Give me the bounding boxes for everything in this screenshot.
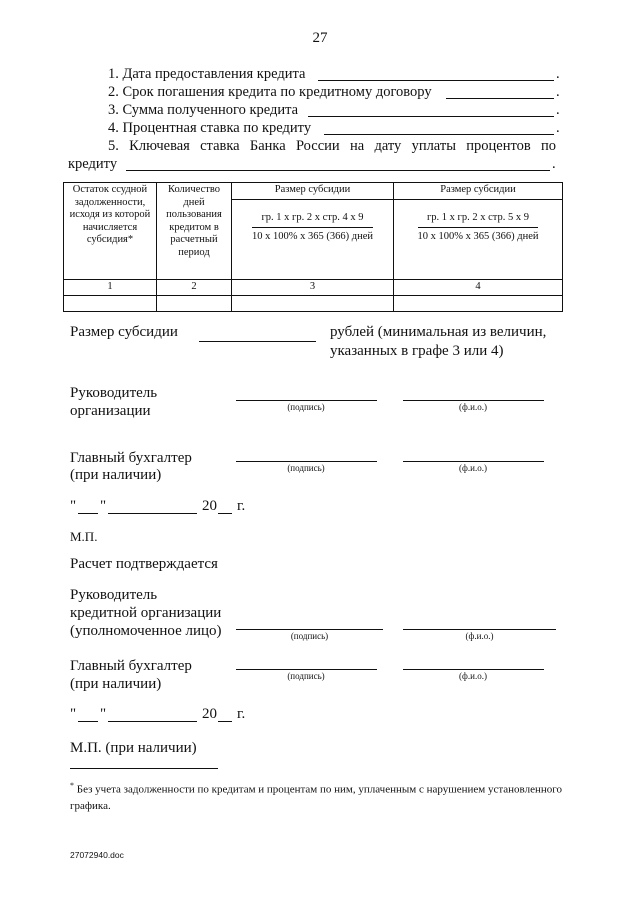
formula-col4: $\frac{\text{гр. 1 х гр. 2 х стр. 5 х 9}}{\text{10 х 100\% х 365 (366) дней}}$	[417, 211, 539, 243]
bank-date-suffix: г.	[237, 706, 246, 722]
table-cell[interactable]	[232, 295, 394, 311]
item-credit-date: 1. Дата предоставления кредита	[108, 66, 306, 82]
subsidy-text-line1: рублей (минимальная из величин,	[330, 324, 547, 340]
name-caption: (ф.и.о.)	[459, 671, 487, 681]
footnote	[70, 778, 570, 814]
item-repayment-term: 2. Срок погашения кредита по кредитному договору	[108, 84, 432, 100]
col-number: 4	[394, 280, 563, 296]
bank-accountant-label: Главный бухгалтер	[70, 658, 192, 674]
header-subsidy-4: Размер субсидии $\frac{\text{гр. 1 х гр. 2 х стр. 5 х 9}}{\text{10 х 100\% х 365 (366) дней}}$	[394, 183, 563, 280]
org-accountant-signature-field[interactable]	[236, 461, 377, 462]
bank-head-label-3: (уполномоченное лицо)	[70, 623, 222, 639]
formula-col3: $\frac{\text{гр. 1 х гр. 2 х стр. 4 х 9}}{\text{10 х 100\% х 365 (366) дней}}$	[252, 211, 373, 243]
header-days: Количество дней пользования кредитом в расчетный период	[157, 183, 232, 280]
org-date-day-field[interactable]	[78, 513, 98, 514]
org-accountant-label-2: (при наличии)	[70, 467, 162, 483]
signature-caption: (подпись)	[287, 463, 325, 473]
signature-caption: (подпись)	[287, 402, 325, 412]
org-head-label: Руководитель	[70, 385, 158, 401]
org-head-signature-field[interactable]	[236, 400, 377, 401]
subsidy-text-line2: указанных в графе 3 или 4)	[330, 343, 504, 359]
org-date-quote-close: "	[100, 498, 107, 514]
header-subsidy-3: Размер субсидии $\frac{\text{гр. 1 х гр. 2 х стр. 4 х 9}}{\text{10 х 100\% х 365 (366) дней}}$	[232, 183, 394, 280]
org-accountant-label: Главный бухгалтер	[70, 450, 192, 466]
bank-date-month-field[interactable]	[108, 721, 197, 722]
credit-date-field[interactable]	[318, 80, 554, 81]
bank-head-label: Руководитель	[70, 587, 158, 603]
bank-accountant-signature-field[interactable]	[236, 669, 377, 670]
header-balance: Остаток ссудной задолженности, исходя из которой начисляется субсидия*	[64, 183, 157, 280]
footnote-mark: *	[70, 781, 74, 790]
name-caption: (ф.и.о.)	[465, 631, 494, 641]
org-date-year-prefix: 20	[202, 498, 217, 514]
subsidy-table	[63, 182, 563, 312]
bank-accountant-label-2: (при наличии)	[70, 676, 162, 692]
org-head-label-2: организации	[70, 403, 151, 419]
col-number: 1	[64, 280, 157, 296]
table-cell[interactable]	[64, 295, 157, 311]
signature-caption: (подпись)	[287, 671, 325, 681]
interest-rate-field[interactable]	[324, 134, 554, 135]
org-date-suffix: г.	[237, 498, 246, 514]
org-accountant-name-field[interactable]	[403, 461, 544, 462]
footnote-divider	[70, 768, 218, 769]
org-date-year-field[interactable]	[218, 513, 232, 514]
bank-confirm-text: Расчет подтверждается	[70, 556, 218, 572]
org-stamp: М.П.	[70, 529, 98, 544]
bank-date-quote-open: "	[70, 706, 77, 722]
name-caption: (ф.и.о.)	[459, 402, 487, 412]
bank-date-quote-close: "	[100, 706, 107, 722]
bank-accountant-name-field[interactable]	[403, 669, 544, 670]
name-caption: (ф.и.о.)	[459, 463, 487, 473]
item-key-rate: 5. Ключевая ставка Банка России на дату уплаты процентов по	[108, 138, 556, 154]
bank-head-name-field[interactable]	[403, 629, 556, 630]
bank-date-year-prefix: 20	[202, 706, 217, 722]
org-head-name-field[interactable]	[403, 400, 544, 401]
repayment-term-field[interactable]	[446, 98, 554, 99]
col-number: 2	[157, 280, 232, 296]
bank-head-label-2: кредитной организации	[70, 605, 222, 621]
subsidy-amount-field[interactable]	[199, 341, 316, 342]
page-number: 27	[312, 30, 328, 46]
bank-stamp: М.П. (при наличии)	[70, 740, 197, 756]
org-date-month-field[interactable]	[108, 513, 197, 514]
org-date-quote-open: "	[70, 498, 77, 514]
item-credit-amount: 3. Сумма полученного кредита	[108, 102, 299, 118]
col-number: 3	[232, 280, 394, 296]
table-cell[interactable]	[157, 295, 232, 311]
subsidy-label: Размер субсидии	[70, 324, 178, 340]
item-interest-rate: 4. Процентная ставка по кредиту	[108, 120, 312, 136]
table-cell[interactable]	[394, 295, 563, 311]
credit-amount-field[interactable]	[308, 116, 554, 117]
bank-date-day-field[interactable]	[78, 721, 98, 722]
document-id: 27072940.doc	[70, 850, 124, 860]
bank-head-signature-field[interactable]	[236, 629, 383, 630]
item-key-rate-cont: кредиту	[68, 156, 118, 172]
bank-date-year-field[interactable]	[218, 721, 232, 722]
signature-caption: (подпись)	[290, 631, 329, 641]
footnote-text: Без учета задолженности по кредитам и процентам по ним, уплаченным с нарушением установленного графика.	[70, 783, 562, 812]
key-rate-field[interactable]	[126, 170, 550, 171]
